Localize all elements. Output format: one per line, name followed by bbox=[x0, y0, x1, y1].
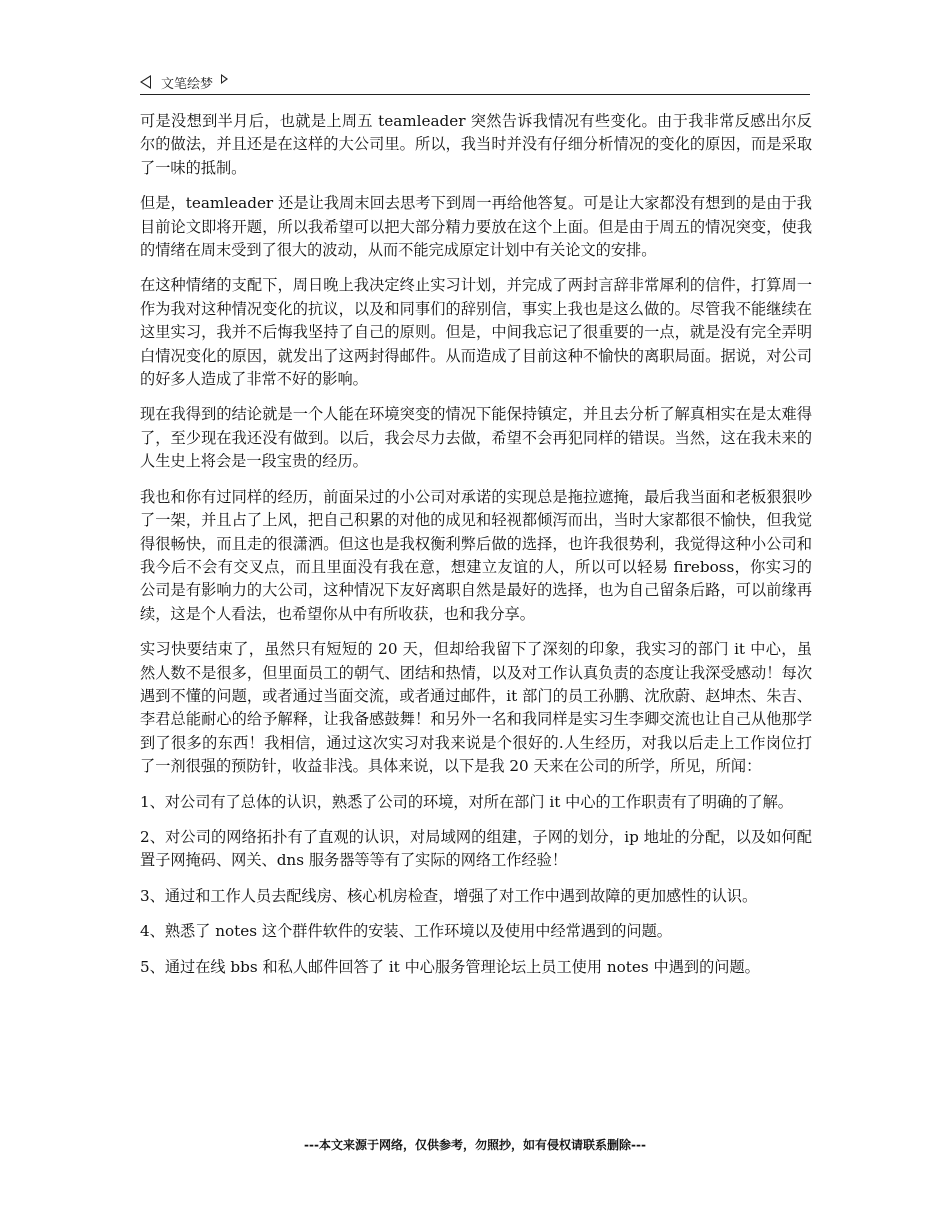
triangle-right-icon bbox=[221, 74, 228, 84]
list-item: 5、通过在线 bbs 和私人邮件回答了 it 中心服务管理论坛上员工使用 notes 中遇到的问题。 bbox=[140, 957, 760, 976]
paragraph: 现在我得到的结论就是一个人能在环境突变的情况下能保持镇定，并且去分析了解真相实在是太难得了，至少现在我还没有做到。以后，我会尽力去做，希望不会再犯同样的错误。当然，这在我未来的人生史上将会是一段宝贵的经历。 bbox=[140, 405, 812, 471]
page-footer: ---本文来源于网络，仅供参考，勿照抄，如有侵权请联系删除--- bbox=[304, 1138, 646, 1152]
triangle-left-icon bbox=[140, 75, 151, 89]
list-item: 2、对公司的网络拓扑有了直观的认识，对局域网的组建，子网的划分，ip 地址的分配，以及如何配置子网掩码、网关、dns 服务器等等有了实际的网络工作经验！ bbox=[140, 827, 812, 870]
page-header bbox=[140, 70, 810, 95]
paragraph: 实习快要结束了，虽然只有短短的 20 天，但却给我留下了深刻的印象，我实习的部门 it 中心，虽然人数不是很多，但里面员工的朝气、团结和热情，以及对工作认真负责的态度让我深受感动！每次遇到不懂的问题，或者通过当面交流，或者通过邮件，it 部门的员工孙鹏、沈欣蔚、赵坤杰、朱吉、李君总能耐心的给予解释，让我备感鼓舞！和另外一名和我同样是实习生李卿交流也让自己从他那学到了很多的东西！我相信，通过这次实习对我来说是个很好的.人生经历，对我以后走上工作岗位打了一剂很强的预防针，收益非浅。具体来说，以下是我 20 天来在公司的所学，所见，所闻： bbox=[140, 640, 812, 776]
header-title: 文笔绘梦 bbox=[161, 76, 214, 92]
list-item: 3、通过和工作人员去配线房、核心机房检查，增强了对工作中遇到故障的更加感性的认识。 bbox=[140, 886, 758, 905]
list-item: 1、对公司有了总体的认识，熟悉了公司的环境，对所在部门 it 中心的工作职责有了明确的了解。 bbox=[140, 792, 793, 811]
list-item: 4、熟悉了 notes 这个群件软件的安装、工作环境以及使用中经常遇到的问题。 bbox=[140, 922, 672, 941]
paragraph: 在这种情绪的支配下，周日晚上我决定终止实习计划，并完成了两封言辞非常犀利的信件，打算周一作为我对这种情况变化的抗议，以及和同事们的辞别信，事实上我也是这么做的。尽管我不能继续在这里实习，我并不后悔我坚持了自己的原则。但是，中间我忘记了很重要的一点，就是没有完全弄明白情况变化的原因，就发出了这两封得邮件。从而造成了目前这种不愉快的离职局面。据说，对公司的好多人造成了非常不好的影响。 bbox=[140, 276, 812, 389]
paragraph: 我也和你有过同样的经历，前面呆过的小公司对承诺的实现总是拖拉遮掩，最后我当面和老板狠狠吵了一架，并且占了上风，把自己积累的对他的成见和轻视都倾泻而出，当时大家都很不愉快，但我觉得很畅快，而且走的很潇洒。但这也是我权衡利弊后做的选择，也许我很势利，我觉得这种小公司和我今后不会有交叉点，而且里面没有我在意，想建立友谊的人，所以可以轻易 fireboss，你实习的公司是有影响力的大公司，这种情况下友好离职自然是最好的选择，也为自己留条后路，可以前缘再续，这是个人看法，也希望你从中有所收获，也和我分享。 bbox=[140, 487, 812, 623]
document-body bbox=[140, 110, 812, 991]
paragraph: 可是没想到半月后，也就是上周五 teamleader 突然告诉我情况有些变化。由于我非常反感出尔反尔的做法，并且还是在这样的大公司里。所以，我当时并没有仔细分析情况的变化的原因，而是采取了一味的抵制。 bbox=[140, 112, 812, 177]
paragraph: 但是，teamleader 还是让我周末回去思考下到周一再给他答复。可是让大家都没有想到的是由于我目前论文即将开题，所以我希望可以把大部分精力要放在这个上面。但是由于周五的情况突变，使我的情绪在周末受到了很大的波动，从而不能完成原定计划中有关论文的安排。 bbox=[140, 194, 812, 260]
